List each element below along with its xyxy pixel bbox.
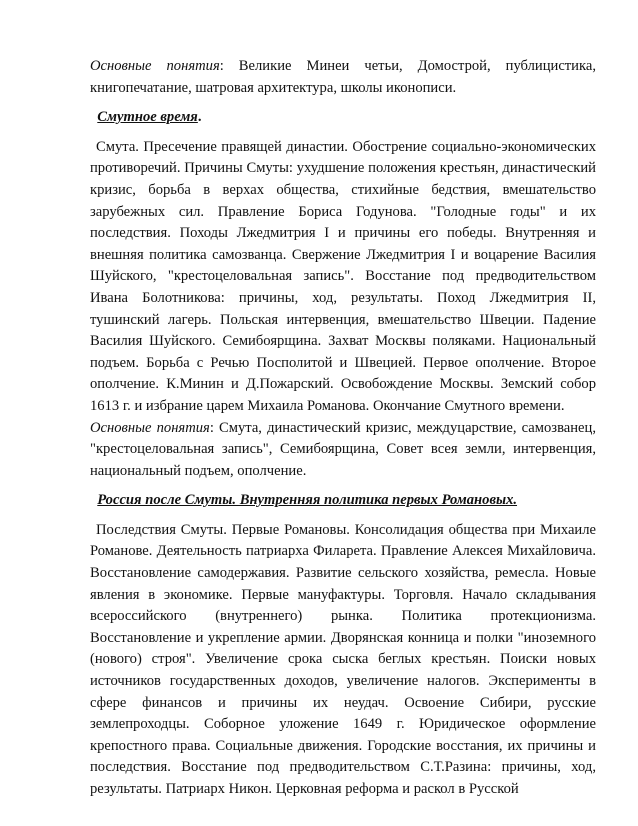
concepts-text: : Великие Минеи четьи, Домострой, публицистика, книгопечатание, шатровая архитектура, школы иконописи. (90, 58, 596, 96)
section-heading (90, 490, 596, 512)
section-body: Последствия Смуты. Первые Романовы. Консолидация общества при Михаиле Романове. Деятельность патриарха Филарета. Правление Алексея Михайловича. Восстановление самодержавия. Развитие сельского хозяйства, ремесла. Новые явления в экономике. Первые мануфактуры. Торговля. Начало складывания всероссийского (внутреннего) рынка. Политика протекционизма. Восстановление и укрепление армии. Дворянская конница и полки "иноземного (нового) строя". Увеличение срока сыска беглых крестьян. Поиски новых источников государственных доходов, увеличение налогов. Эксперименты в сфере финансов и причины их неудач. Освоение Сибири, русские землепроходцы. Соборное уложение 1649 г. Юридическое оформление крепостного права. Социальные движения. Городские восстания, их причины и последствия. Восстание под предводительством С.Т.Разина: причины, ход, результаты. Патриарх Никон. Церковная реформа и раскол в Русской (90, 521, 596, 797)
concepts-label: Основные понятия (90, 58, 220, 74)
concepts-paragraph (90, 418, 596, 483)
section-heading-suffix: . (197, 109, 202, 126)
section-body: Смута. Пресечение правящей династии. Обострение социально-экономических противоречий. Причины Смуты: ухудшение положения крестьян, династический кризис, борьба в верхах общества, стихийные бедствия, вмешательство зарубежных сил. Правление Бориса Годунова. "Голодные годы" и их последствия. Походы Лжедмитрия I и причины его победы. Внутренняя и внешняя политика самозванца. Свержение Лжедмитрия I и воцарение Василия Шуйского, "крестоцеловальная запись". Восстание под предводительством Ивана Болотникова: причины, ход, результаты. Поход Лжедмитрия II, тушинский лагерь. Польская интервенция, вмешательство Швеции. Падение Василия Шуйского. Семибоярщина. Захват Москвы поляками. Национальный подъем. Борьба с Речью Посполитой и Швецией. Первое ополчение. Второе ополчение. К.Минин и Д.Пожарский. Освобождение Москвы. Земский собор 1613 г. и избрание царем Михаила Романова. Окончание Смутного времени. (90, 138, 596, 414)
concepts-label: Основные понятия (90, 419, 210, 436)
concepts-paragraph (90, 56, 596, 99)
section-heading (90, 107, 596, 129)
concepts-text: : Смута, династический кризис, междуцарствие, самозванец, "крестоцеловальная запись", Семибоярщина, Совет всея земли, интервенция, национальный подъем, ополчение. (90, 419, 596, 479)
section-heading-text: Россия после Смуты. Внутренняя политика первых Романовых. (97, 492, 518, 509)
section-heading-text: Смутное время (97, 109, 198, 126)
